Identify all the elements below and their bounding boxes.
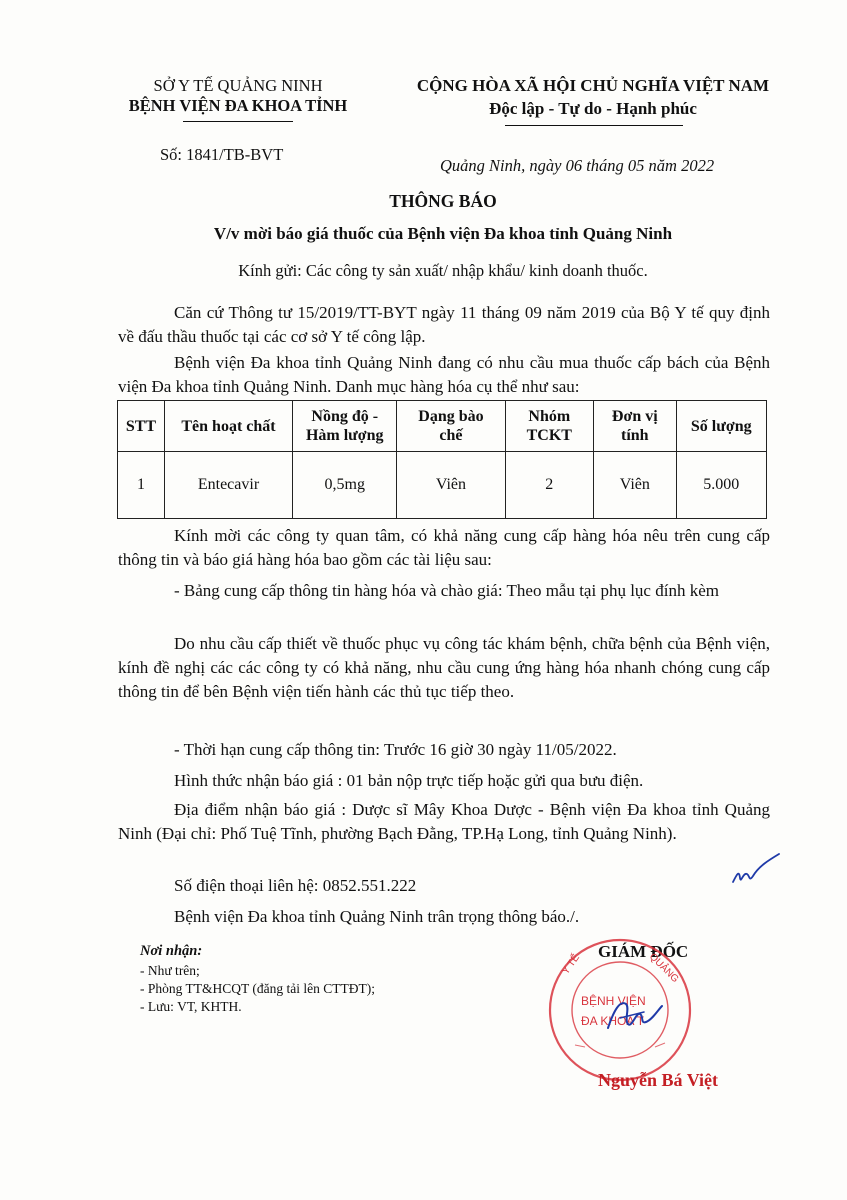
- paragraph-text: - Thời hạn cung cấp thông tin: Trước 16 giờ 30 ngày 11/05/2022.: [174, 740, 617, 759]
- goods-table: [117, 400, 767, 519]
- paragraph-text: - Bảng cung cấp thông tin hàng hóa và chào giá: Theo mẫu tại phụ lục đính kèm: [174, 581, 719, 600]
- agency-name: BỆNH VIỆN ĐA KHOA TỈNH: [128, 96, 348, 115]
- cell-strength: 0,5mg: [293, 452, 397, 519]
- addressee: Kính gửi: Các công ty sản xuất/ nhập khẩu/ kinh doanh thuốc.: [238, 261, 648, 280]
- table-header-row: [118, 401, 767, 452]
- header-line: Dạng bào: [418, 408, 484, 425]
- paragraph-submission-method: [118, 769, 770, 793]
- cell-qty: 5.000: [676, 452, 767, 519]
- paragraph-text: Do nhu cầu cấp thiết về thuốc phục vụ công tác khám bệnh, chữa bệnh của Bệnh viện, kính đề nghị các các công ty có khả năng, nhu cầu cung ứng hàng hóa nhanh chóng cung cấp thông tin để bên Bệnh viện tiến hành các thủ tục tiếp theo.: [118, 634, 770, 701]
- paragraph-submission-place: [118, 798, 770, 846]
- cell-ingredient: Entecavir: [164, 452, 292, 519]
- signer-name: Nguyễn Bá Việt: [598, 1070, 719, 1090]
- paragraph-legal-basis: [118, 301, 770, 349]
- cell-stt: 1: [118, 452, 165, 519]
- paragraph-need: [118, 351, 770, 399]
- paragraph-text: Bệnh viện Đa khoa tỉnh Quảng Ninh trân trọng thông báo./.: [174, 907, 580, 926]
- col-header-group: [505, 401, 594, 452]
- document-number: Số: 1841/TB-BVT: [160, 145, 284, 164]
- recipient-item: - Như trên;: [140, 963, 200, 978]
- stamp-ring-right: QUẢNG: [646, 951, 681, 986]
- paragraph-urgency: [118, 632, 770, 703]
- place-date: Quảng Ninh, ngày 06 tháng 05 năm 2022: [440, 156, 715, 175]
- table-row: [118, 452, 767, 519]
- paragraph-deadline: [118, 738, 770, 762]
- cell-form: Viên: [397, 452, 505, 519]
- col-header-ingredient: Tên hoạt chất: [164, 401, 292, 452]
- agency-parent: SỞ Y TẾ QUẢNG NINH: [153, 76, 323, 95]
- paragraph-text: Địa điểm nhận báo giá : Dược sĩ Mây Khoa Dược - Bệnh viện Đa khoa tỉnh Quảng Ninh (Đại chỉ: Phố Tuệ Tĩnh, phường Bạch Đằng, TP.Hạ Long, tỉnh Quảng Ninh).: [118, 800, 770, 843]
- header-line: TCKT: [526, 427, 572, 444]
- cell-unit: Viên: [594, 452, 676, 519]
- signature-icon: [600, 990, 670, 1040]
- initial-mark-icon: [727, 852, 783, 894]
- recipient-item: - Phòng TT&HCQT (đăng tải lên CTTĐT);: [140, 981, 375, 996]
- paragraph-text: Căn cứ Thông tư 15/2019/TT-BYT ngày 11 tháng 09 năm 2019 của Bộ Y tế quy định về đấu thầu thuốc tại các cơ sở Y tế công lập.: [118, 303, 770, 346]
- header-line: tính: [621, 427, 649, 444]
- stamp-line-1: BỆNH VIỆN: [581, 994, 646, 1008]
- col-header-strength: [293, 401, 397, 452]
- paragraph-text: Bệnh viện Đa khoa tỉnh Quảng Ninh đang có nhu cầu mua thuốc cấp bách của Bệnh viện Đa khoa tỉnh Quảng Ninh. Danh mục hàng hóa cụ thể như sau:: [118, 353, 770, 396]
- col-header-unit: [594, 401, 676, 452]
- header-line: Nồng độ -: [311, 408, 379, 425]
- col-header-qty: Số lượng: [676, 401, 767, 452]
- motto-underline: [505, 125, 683, 126]
- paragraph-documents: [118, 579, 770, 603]
- header-line: Đơn vị: [611, 408, 658, 425]
- header-line: Nhóm: [528, 408, 571, 425]
- agency-underline: [183, 121, 293, 122]
- stamp-ring-left: Y TẾ: [560, 952, 583, 977]
- paragraph-invitation: [118, 524, 770, 572]
- header-line: chế: [439, 427, 463, 444]
- signer-title: GIÁM ĐỐC: [598, 942, 689, 961]
- paragraph-text: Hình thức nhận báo giá : 01 bản nộp trực tiếp hoặc gửi qua bưu điện.: [174, 771, 644, 790]
- header-line: Hàm lượng: [305, 427, 384, 444]
- stamp-line-2: ĐA KHOA T: [581, 1014, 645, 1028]
- document-subject: V/v mời báo giá thuốc của Bệnh viện Đa khoa tỉnh Quảng Ninh: [213, 224, 673, 243]
- country-name: CỘNG HÒA XÃ HỘI CHỦ NGHĨA VIỆT NAM: [416, 76, 770, 95]
- paragraph-text: Số điện thoại liên hệ: 0852.551.222: [174, 876, 417, 895]
- national-motto: Độc lập - Tự do - Hạnh phúc: [489, 99, 697, 118]
- paragraph-closing: [118, 905, 770, 929]
- cell-group: 2: [505, 452, 594, 519]
- document-title: THÔNG BÁO: [389, 191, 497, 211]
- recipients-label: Nơi nhận:: [140, 943, 203, 959]
- recipient-item: - Lưu: VT, KHTH.: [140, 999, 242, 1014]
- col-header-stt: STT: [118, 401, 165, 452]
- paragraph-text: Kính mời các công ty quan tâm, có khả năng cung cấp hàng hóa nêu trên cung cấp thông tin và báo giá hàng hóa bao gồm các tài liệu sau:: [118, 526, 770, 569]
- paragraph-phone: [118, 874, 770, 898]
- col-header-form: [397, 401, 505, 452]
